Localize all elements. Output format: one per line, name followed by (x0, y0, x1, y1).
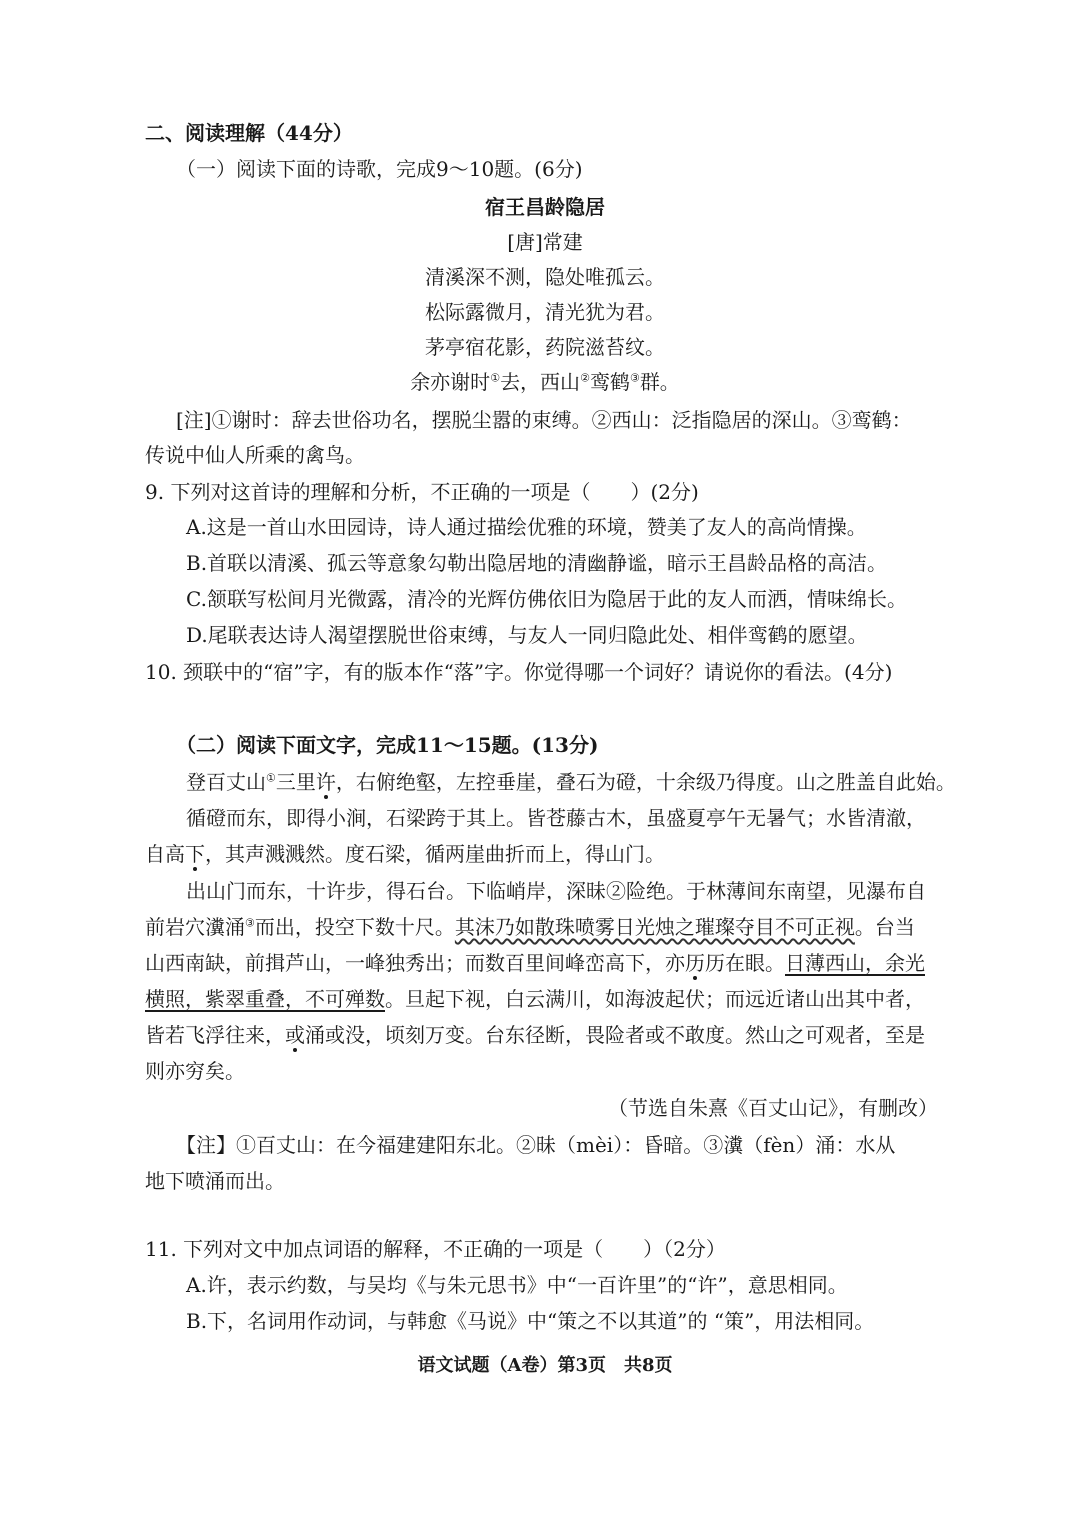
emphasized-word: 历 (685, 951, 705, 975)
question-9-option-a: A.这是一首山水田园诗，诗人通过描绘优雅的环境，赞美了友人的高尚情操。 (186, 515, 867, 539)
poem-line-4: 余亦谢时①去，西山②鸾鹤③群。 (410, 370, 680, 394)
prose-note-line-2: 地下喷涌而出。 (145, 1169, 285, 1193)
question-10-stem: 10. 颈联中的“宿”字，有的版本作“落”字。你觉得哪一个词好？请说你的看法。(4分) (145, 660, 893, 684)
poem-section-heading: （一）阅读下面的诗歌，完成9～10题。(6分) (176, 157, 583, 181)
prose-paragraph-1: 登百丈山①三里许，右俯绝壑，左控垂崖，叠石为磴，十余级乃得度。山之胜盖自此始。 (186, 770, 956, 794)
question-9-option-d: D.尾联表达诗人渴望摆脱世俗束缚，与友人一同归隐此处、相伴鸾鹤的愿望。 (186, 623, 868, 647)
poem-line-2: 松际露微月，清光犹为君。 (425, 300, 665, 324)
underlined-sentence: 横照，紫翠重叠，不可殚数 (145, 987, 385, 1011)
page-footer: 语文试题（A卷）第3页 共8页 (417, 1355, 673, 1376)
poem-line-1: 清溪深不测，隐处唯孤云。 (425, 265, 665, 289)
poem-line-3: 茅亭宿花影，药院滋苔纹。 (425, 335, 665, 359)
footnote-marker: ① (266, 771, 276, 785)
prose-paragraph-3-line-2: 前岩穴瀵涌③而出，投空下数十尺。其沫乃如散珠喷雾日光烛之璀璨夺目不可正视。台当 (145, 915, 915, 939)
question-11-option-b: B.下，名词用作动词，与韩愈《马说》中“策之不以其道”的 “策”，用法相同。 (186, 1309, 875, 1333)
prose-paragraph-3-line-6: 则亦穷矣。 (145, 1059, 245, 1083)
question-9-stem: 9. 下列对这首诗的理解和分析，不正确的一项是（ ）(2分) (145, 480, 699, 504)
emphasized-word: 下 (185, 842, 205, 866)
footnote-marker: ② (580, 371, 590, 385)
prose-paragraph-2-line-1: 循磴而东，即得小涧，石梁跨于其上。皆苍藤古木，虽盛夏亭午无暑气；水皆清澈， (186, 806, 926, 830)
poem-note-line-2: 传说中仙人所乘的禽鸟。 (145, 443, 365, 467)
question-11-stem: 11. 下列对文中加点词语的解释，不正确的一项是（ ）（2分） (145, 1237, 726, 1261)
prose-section-heading: （二）阅读下面文字，完成11～15题。(13分) (176, 733, 599, 757)
footnote-marker: ③ (629, 371, 640, 385)
question-9-option-b: B.首联以清溪、孤云等意象勾勒出隐居地的清幽静谧，暗示王昌龄品格的高洁。 (186, 551, 888, 575)
poem-title: 宿王昌龄隐居 (485, 195, 605, 219)
section-title: 二、阅读理解（44分） (145, 121, 353, 145)
prose-paragraph-3-line-5: 皆若飞浮往来，或涌或没，顷刻万变。台东径断，畏险者或不敢度。然山之可观者，至是 (145, 1023, 925, 1047)
prose-paragraph-3-line-4: 横照，紫翠重叠，不可殚数。旦起下视，白云满川，如海波起伏；而远近诸山出其中者， (145, 987, 925, 1011)
footnote-marker: ③ (245, 916, 255, 930)
prose-paragraph-2-line-2: 自高下，其声溅溅然。度石梁，循两崖曲折而上，得山门。 (145, 842, 665, 866)
question-9-option-c: C.颔联写松间月光微露，清冷的光辉仿佛依旧为隐居于此的友人而洒，情味绵长。 (186, 587, 907, 611)
wavy-underlined-sentence: 其沫乃如散珠喷雾日光烛之璀璨夺目不可正视 (454, 915, 855, 939)
prose-note-line-1: 【注】①百丈山：在今福建建阳东北。②昧（mèi）：昏暗。③瀵（fèn）涌：水从 (176, 1133, 896, 1157)
prose-source: （节选自朱熹《百丈山记》，有删改） (608, 1096, 938, 1120)
emphasized-word: 或 (285, 1023, 305, 1047)
prose-paragraph-3-line-1: 出山门而东，十许步，得石台。下临峭岸，深昧②险绝。于林薄间东南望，见瀑布自 (186, 879, 926, 903)
footnote-marker: ① (490, 371, 501, 385)
underlined-sentence: 日薄西山，余光 (785, 951, 925, 975)
poem-note-line-1: [注]①谢时：辞去世俗功名，摆脱尘嚣的束缚。②西山：泛指隐居的深山。③鸾鹤： (176, 408, 912, 432)
prose-paragraph-3-line-3: 山西南缺，前揖芦山，一峰独秀出；而数百里间峰峦高下，亦历历在眼。日薄西山，余光 (145, 951, 925, 975)
emphasized-word: 许 (315, 770, 336, 794)
question-11-option-a: A.许，表示约数，与吴均《与朱元思书》中“一百许里”的“许”，意思相同。 (186, 1273, 848, 1297)
poem-author: [唐]常建 (507, 230, 583, 254)
